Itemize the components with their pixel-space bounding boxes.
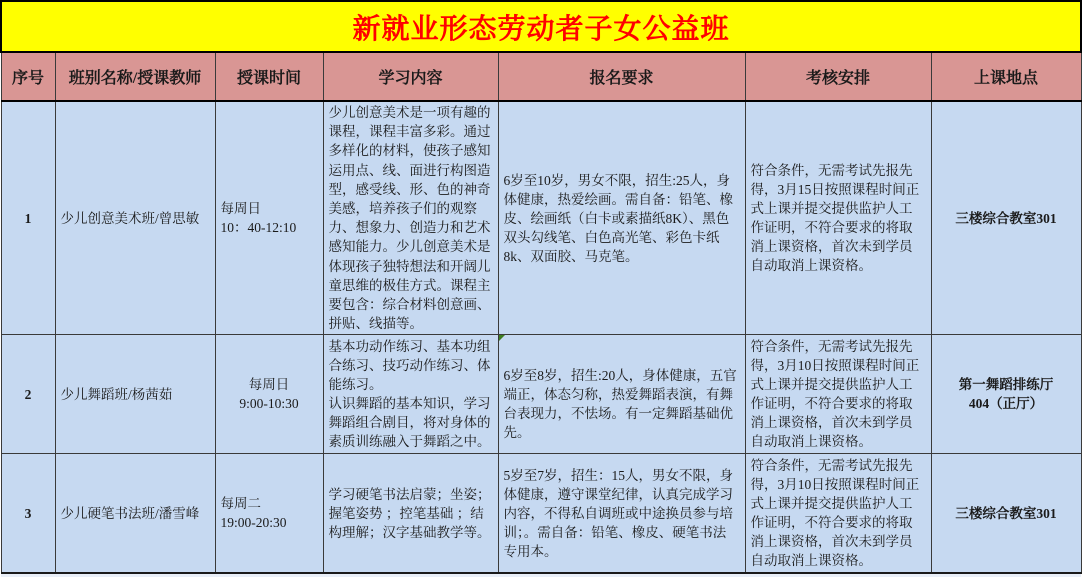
table-row [1,335,1081,454]
row3-location: 三楼综合教室301 [931,454,1081,574]
header-row [1,52,1081,101]
row3-content: 学习硬笔书法启蒙；坐姿；握笔姿势 ；控笔基础 ；结构理解；汉字基础教学等。 [323,454,498,574]
row3-time: 每周二 19:00-20:30 [215,454,323,574]
column-header-time: 授课时间 [215,52,323,101]
row2-content: 基本功动作练习、基本功组合练习、技巧动作练习、体能练习。 认识舞蹈的基本知识，学习舞蹈组合剧目，将对身体的素质训练融入于舞蹈之中。 [323,335,498,454]
column-header-serial: 序号 [1,52,55,101]
column-header-location: 上课地点 [931,52,1081,101]
row1-location: 三楼综合教室301 [931,101,1081,335]
table-row [1,101,1081,335]
partial-next-row [1,573,1081,577]
row2-serial: 2 [1,335,55,454]
row2-requirements [498,335,745,454]
row1-time: 每周日 10：40-12:10 [215,101,323,335]
column-header-assessment: 考核安排 [745,52,931,101]
title-row [1,1,1081,52]
row2-requirements-text: 6岁至8岁，招生:20人，身体健康，五官端正，体态匀称，热爱舞蹈表演，有舞台表现力，不怯场。有一定舞蹈基础优先。 [503,367,737,440]
row2-location: 第一舞蹈排练厅 404（正厅） [931,335,1081,454]
cell-error-marker-icon [499,335,505,341]
row1-requirements: 6岁至10岁，男女不限，招生:25人，身体健康，热爱绘画。需自备：铅笔、橡皮、绘画纸（白卡或素描纸8K）、黑色双头勾线笔、白色高光笔、彩色卡纸8k、双面胶、马克笔。 [498,101,745,335]
row2-time: 每周日 9:00-10:30 [215,335,323,454]
row3-assessment: 符合条件，无需考试先报先得，3月10日按照课程时间正式上课并提交提供监护人工作证明，不符合要求的将取消上课资格，首次未到学员自动取消上课资格。 [745,454,931,574]
column-header-content: 学习内容 [323,52,498,101]
row1-class-teacher: 少儿创意美术班/曾思敏 [55,101,215,335]
page-title: 新就业形态劳动者子女公益班 [1,1,1081,52]
row3-requirements: 5岁至7岁，招生：15人，男女不限，身体健康，遵守课堂纪律，认真完成学习内容，不得私自调班或中途换员参与培训；。需自备：铅笔、橡皮、硬笔书法专用本。 [498,454,745,574]
row1-assessment: 符合条件，无需考试先报先得，3月15日按照课程时间正式上课并提交提供监护人工作证明，不符合要求的将取消上课资格，首次未到学员自动取消上课资格。 [745,101,931,335]
column-header-class-teacher: 班别名称/授课教师 [55,52,215,101]
row2-class-teacher: 少儿舞蹈班/杨茜茹 [55,335,215,454]
row1-serial: 1 [1,101,55,335]
row3-class-teacher: 少儿硬笔书法班/潘雪峰 [55,454,215,574]
row2-assessment: 符合条件，无需考试先报先得，3月10日按照课程时间正式上课并提交提供监护人工作证明，不符合要求的将取消上课资格，首次未到学员自动取消上课资格。 [745,335,931,454]
table-row [1,454,1081,574]
column-header-requirements: 报名要求 [498,52,745,101]
row1-content: 少儿创意美术是一项有趣的课程，课程丰富多彩。通过多样化的材料，使孩子感知运用点、线、面进行构图造型，感受线、形、色的神奇美感，培养孩子们的观察力、想象力、创造力和艺术感知能力。少儿创意美术是体现孩子独特想法和开阔儿童思维的极佳方式。课程主要包含：综合材料创意画、拼贴、线描等。 [323,101,498,335]
row3-serial: 3 [1,454,55,574]
